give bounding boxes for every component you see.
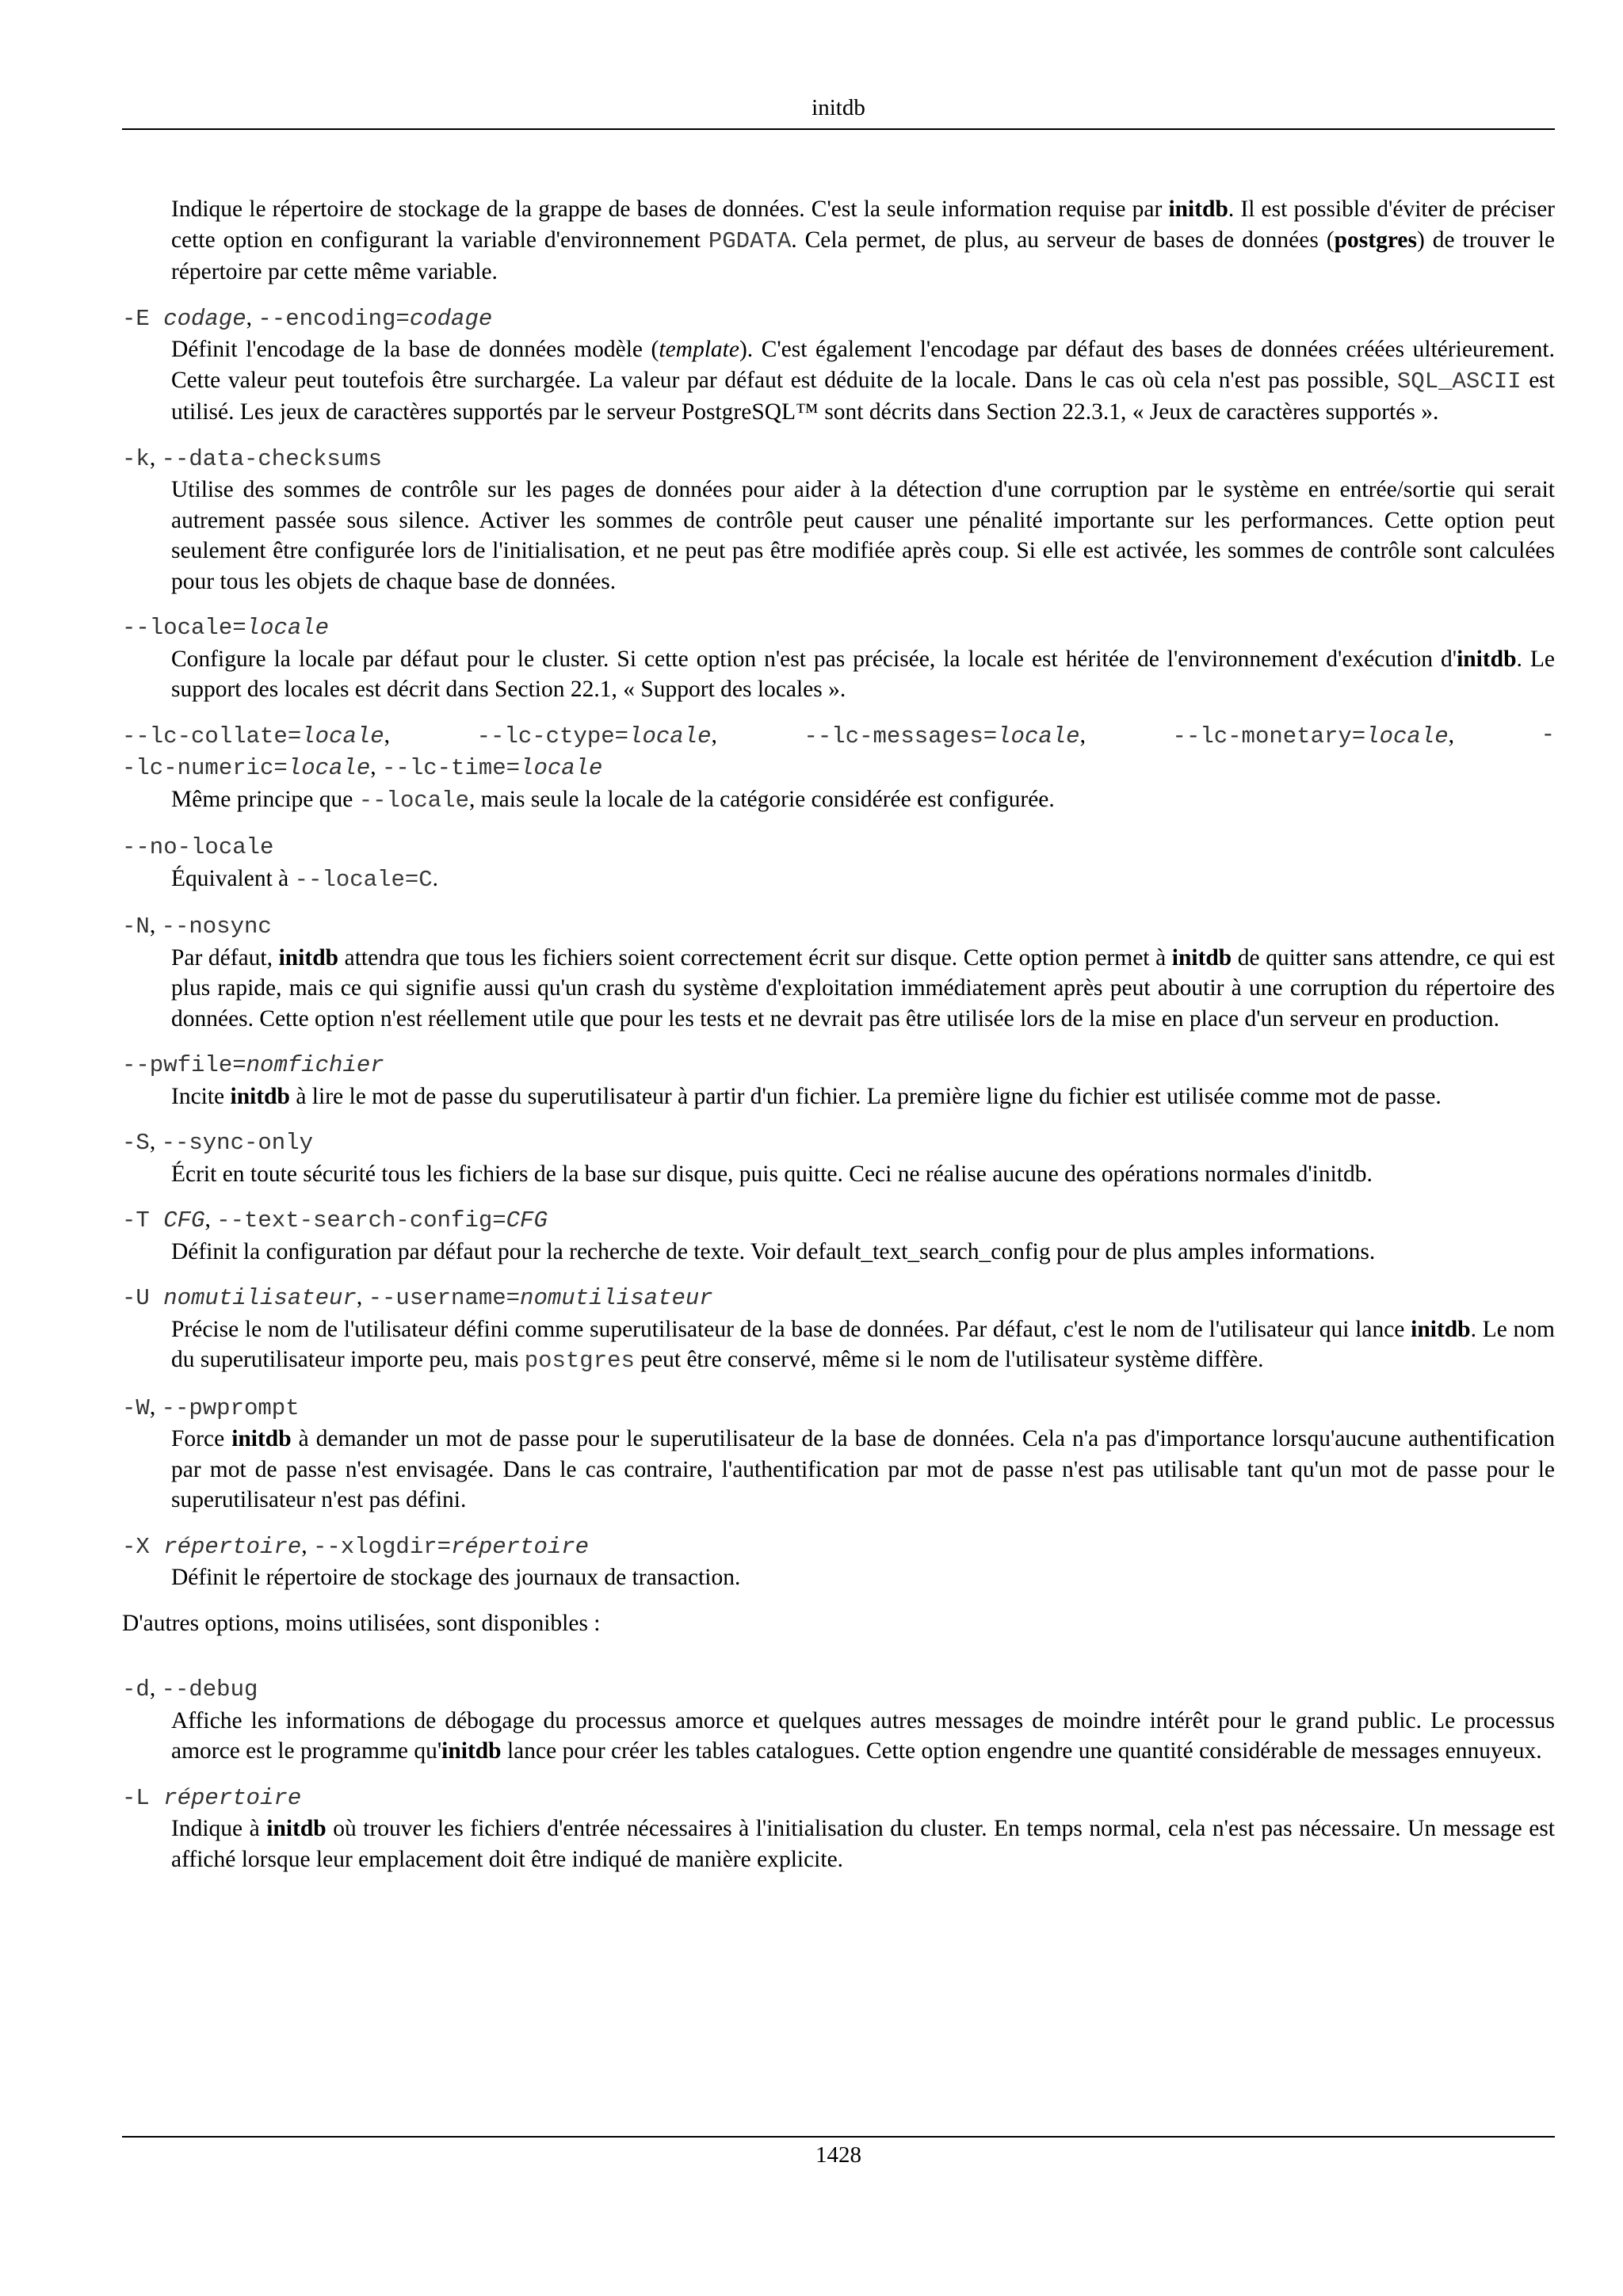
argument: locale <box>997 723 1080 749</box>
option-text-search-config-description: Définit la configuration par défaut pour la recherche de texte. Voir default_text_search_config pour de plus amples informations. <box>171 1238 1376 1264</box>
separator: , <box>384 722 391 748</box>
flag: --username= <box>368 1285 521 1311</box>
literal: postgres <box>524 1348 635 1374</box>
option-encoding-description <box>171 334 1555 428</box>
argument: locale <box>1365 723 1449 749</box>
document-page <box>122 0 1555 2296</box>
env-var: PGDATA <box>708 227 792 254</box>
option-data-checksums-description: Utilise des sommes de contrôle sur les pages de données pour aider à la détection d'une corruption par le système en entrée/sortie qui serait autrement passée sous silence. Activer les sommes de contrôle peut causer une pénalité importante sur les performances. Cette option peut seulement être configurée lors de l'initialisation, et ne peut pas être modifiée après coup. Si elle est activée, les sommes de contrôle sont calculées pour tous les objets de chaque base de données. <box>171 477 1555 594</box>
flag: - <box>1541 721 1555 748</box>
option-xlogdir <box>122 1531 1555 1593</box>
separator: , <box>149 1394 162 1420</box>
option-debug-description <box>171 1706 1555 1767</box>
argument: locale <box>246 615 330 641</box>
argument: locale <box>628 723 712 749</box>
footer-rule <box>122 2136 1555 2138</box>
text: à lire le mot de passe du superutilisateur à partir d'un fichier. La première ligne du fichier est utilisée comme mot de passe. <box>289 1083 1442 1109</box>
lc-monetary <box>1173 720 1454 753</box>
other-options-intro: D'autres options, moins utilisées, sont disponibles : <box>122 1610 601 1636</box>
argument: locale <box>287 755 371 781</box>
text: attendra que tous les fichiers soient correctement écrit sur disque. Cette option permet à <box>338 944 1172 971</box>
option-pwfile <box>122 1049 1555 1112</box>
argument: nomfichier <box>246 1052 384 1078</box>
separator: , <box>149 444 162 471</box>
literal: SQL_ASCII <box>1396 368 1522 395</box>
option-pwfile-term <box>122 1049 1555 1081</box>
option-pgdata <box>122 194 1555 288</box>
option-libdir <box>122 1782 1555 1875</box>
argument: répertoire <box>163 1784 302 1811</box>
flag: --encoding= <box>258 305 410 332</box>
flag: -k <box>122 445 150 472</box>
text: ) de trouver le répertoire par cette même variable. <box>171 227 1555 284</box>
option-pwprompt-description <box>171 1424 1555 1516</box>
flag: --data-checksums <box>161 445 383 472</box>
option-pgdata-description <box>171 194 1555 288</box>
text: . Le support des locales est décrit dans Section 22.1, « Support des locales ». <box>171 646 1555 702</box>
option-encoding-term <box>122 303 1555 335</box>
flag: -N <box>122 913 150 940</box>
flag: --locale= <box>122 615 246 641</box>
option-locale <box>122 612 1555 705</box>
flag: --pwfile= <box>122 1052 246 1078</box>
separator: , <box>301 1532 313 1558</box>
flag: -W <box>122 1394 150 1421</box>
option-sync-only <box>122 1127 1555 1189</box>
option-debug-term <box>122 1673 1555 1706</box>
command-name: initdb <box>1168 196 1228 222</box>
text: à demander un mot de passe pour le superutilisateur de la base de données. Cela n'a pas d'importance lorsqu'aucune authentification par mot de passe n'est envisagée. Dans le cas contraire, l'authentification par mot de passe n'est pas utilisable tant qu'un mot de passe pour le superutilisateur n'est pas défini. <box>171 1426 1556 1512</box>
separator: , <box>204 1207 217 1232</box>
lc-ctype <box>477 720 717 753</box>
argument: codage <box>163 305 246 332</box>
command-name: initdb <box>278 944 339 971</box>
text: . <box>432 865 439 891</box>
flag: -d <box>122 1676 150 1703</box>
text: Configure la locale par défaut pour le cluster. Si cette option n'est pas précisée, la locale est héritée de l'environnement d'exécution d' <box>171 646 1457 672</box>
flag: --lc-messages= <box>804 723 998 749</box>
argument: CFG <box>506 1207 548 1234</box>
literal: --locale=C <box>294 866 433 893</box>
text: ). C'est également l'encodage par défaut des bases de données créées ultérieurement. Cette valeur peut toutefois être surchargée. La valeur par défaut est déduite de la locale. Dans le cas où cela n'est pas possible, <box>171 337 1556 393</box>
flag: --lc-monetary= <box>1172 723 1366 749</box>
argument: codage <box>409 305 493 332</box>
argument: locale <box>520 755 603 781</box>
text: Indique à <box>171 1816 267 1841</box>
text: est utilisé. Les jeux de caractères supportés par le serveur PostgreSQL™ sont décrits dans Section 22.3.1, « Jeux de caractères supportés ». <box>171 367 1555 425</box>
command-name: initdb <box>230 1083 290 1109</box>
separator: , <box>149 913 162 938</box>
flag: --debug <box>161 1676 258 1703</box>
option-no-locale <box>122 831 1555 895</box>
command-name: initdb <box>231 1426 292 1451</box>
command-name: initdb <box>1411 1316 1471 1342</box>
flag: -T <box>122 1207 164 1234</box>
option-locale-term <box>122 612 1555 644</box>
option-username-term <box>122 1282 1555 1314</box>
separator: , <box>356 1284 369 1310</box>
option-username <box>122 1282 1555 1377</box>
option-xlogdir-term <box>122 1531 1555 1563</box>
text: . Le nom du superutilisateur importe peu, mais <box>171 1316 1556 1372</box>
flag: --pwprompt <box>161 1394 300 1421</box>
option-nosync-description <box>171 943 1555 1035</box>
command-name: postgres <box>1334 227 1417 253</box>
text: où trouver les fichiers d'entrée nécessaires à l'initialisation du cluster. En temps normal, cela n'est pas nécessaire. Un message est affiché lorsque leur emplacement doit être indiqué de manière explicite. <box>171 1816 1555 1872</box>
argument: nomutilisateur <box>163 1285 357 1311</box>
flag: --lc-collate= <box>122 723 302 749</box>
option-pwfile-description <box>171 1081 1555 1112</box>
text: de quitter sans attendre, ce qui est plus rapide, mais ce qui signifie aussi qu'un crash du système d'exploitation immédiatement après peut aboutir à une corruption du répertoire des données. Cette option n'est réellement utile que pour les tests et ne devrait pas être utilisée lors de la mise en place d'un serveur en production. <box>171 944 1555 1032</box>
text: Force <box>171 1426 232 1451</box>
emphasis: template <box>659 337 739 362</box>
text: lance pour créer les tables catalogues. Cette option engendre une quantité considérable de messages ennuyeux. <box>501 1738 1542 1764</box>
text: Incite <box>171 1083 231 1109</box>
text: . Il est possible d'éviter de préciser cette option en configurant la variable d'environnement <box>171 196 1555 253</box>
text: . Cela permet, de plus, au serveur de bases de données ( <box>791 227 1335 253</box>
command-name: initdb <box>441 1738 502 1764</box>
flag: -lc-numeric= <box>122 755 288 781</box>
page-number: 1428 <box>815 2142 861 2168</box>
separator: , <box>149 1676 162 1701</box>
option-encoding <box>122 303 1555 428</box>
option-pwprompt <box>122 1392 1555 1516</box>
argument: nomutilisateur <box>520 1285 713 1311</box>
text: Par défaut, <box>171 944 279 971</box>
text: , mais seule la locale de la catégorie considérée est configurée. <box>468 786 1055 812</box>
flag: -L <box>122 1784 164 1811</box>
option-libdir-description <box>171 1814 1555 1875</box>
argument: répertoire <box>163 1533 302 1560</box>
flag: -X <box>122 1533 164 1560</box>
separator: , <box>246 304 258 330</box>
option-text-search-config <box>122 1204 1555 1267</box>
text: Définit l'encodage de la base de données modèle ( <box>171 337 659 362</box>
text: Indique le répertoire de stockage de la grappe de bases de données. C'est la seule information requise par <box>171 196 1169 222</box>
option-pwprompt-term <box>122 1392 1555 1425</box>
text: Affiche les informations de débogage du processus amorce et quelques autres messages de moindre intérêt pour le grand public. Le processus amorce est le programme qu' <box>171 1707 1555 1764</box>
running-header: initdb <box>812 95 865 120</box>
literal: --locale <box>358 787 469 814</box>
argument: répertoire <box>451 1533 590 1560</box>
text: Précise le nom de l'utilisateur défini comme superutilisateur de la base de données. Par défaut, c'est le nom de l'utilisateur qui lance <box>171 1316 1411 1342</box>
flag: --text-search-config= <box>216 1207 506 1234</box>
command-name: initdb <box>1457 646 1517 672</box>
option-locale-description <box>171 644 1555 705</box>
option-debug <box>122 1673 1555 1767</box>
option-data-checksums <box>122 443 1555 597</box>
flag: --nosync <box>161 913 272 940</box>
separator: , <box>1079 722 1086 748</box>
flag: -U <box>122 1285 164 1311</box>
option-nosync-term <box>122 910 1555 943</box>
option-xlogdir-description: Définit le répertoire de stockage des journaux de transaction. <box>171 1565 741 1590</box>
option-lc-categories-description <box>171 784 1555 817</box>
option-username-description <box>171 1314 1555 1377</box>
lc-messages <box>804 720 1086 753</box>
header-rule <box>122 128 1555 130</box>
option-no-locale-description <box>171 864 1555 896</box>
option-lc-categories-term-line2 <box>122 752 1555 784</box>
option-sync-only-description: Écrit en toute sécurité tous les fichiers de la base sur disque, puis quitte. Ceci ne réalise aucune des opérations normales d'initdb. <box>171 1161 1373 1187</box>
text: Même principe que <box>171 786 359 812</box>
command-name: initdb <box>266 1816 327 1841</box>
flag: -S <box>122 1130 150 1156</box>
option-data-checksums-term <box>122 443 1555 475</box>
flag: --xlogdir= <box>313 1533 452 1560</box>
separator: , <box>149 1129 162 1154</box>
flag: --no-locale <box>122 834 274 860</box>
option-list <box>122 194 1555 1890</box>
flag: -E <box>122 305 164 332</box>
argument: locale <box>301 723 384 749</box>
option-lc-categories-term <box>122 720 1555 753</box>
separator: , <box>370 754 383 780</box>
text: peut être conservé, même si le nom de l'utilisateur système diffère. <box>634 1347 1264 1372</box>
option-lc-categories <box>122 720 1555 817</box>
flag: --lc-ctype= <box>476 723 629 749</box>
lc-collate <box>122 720 390 753</box>
option-sync-only-term <box>122 1127 1555 1159</box>
flag: --lc-time= <box>382 755 521 781</box>
option-text-search-config-term <box>122 1204 1555 1237</box>
command-name: initdb <box>1171 944 1232 971</box>
argument: CFG <box>163 1207 205 1234</box>
option-no-locale-term <box>122 831 1555 864</box>
option-nosync <box>122 910 1555 1034</box>
text: Équivalent à <box>171 865 295 891</box>
separator: , <box>711 722 717 748</box>
separator: , <box>1448 722 1454 748</box>
flag: --sync-only <box>161 1130 313 1156</box>
option-libdir-term <box>122 1782 1555 1814</box>
